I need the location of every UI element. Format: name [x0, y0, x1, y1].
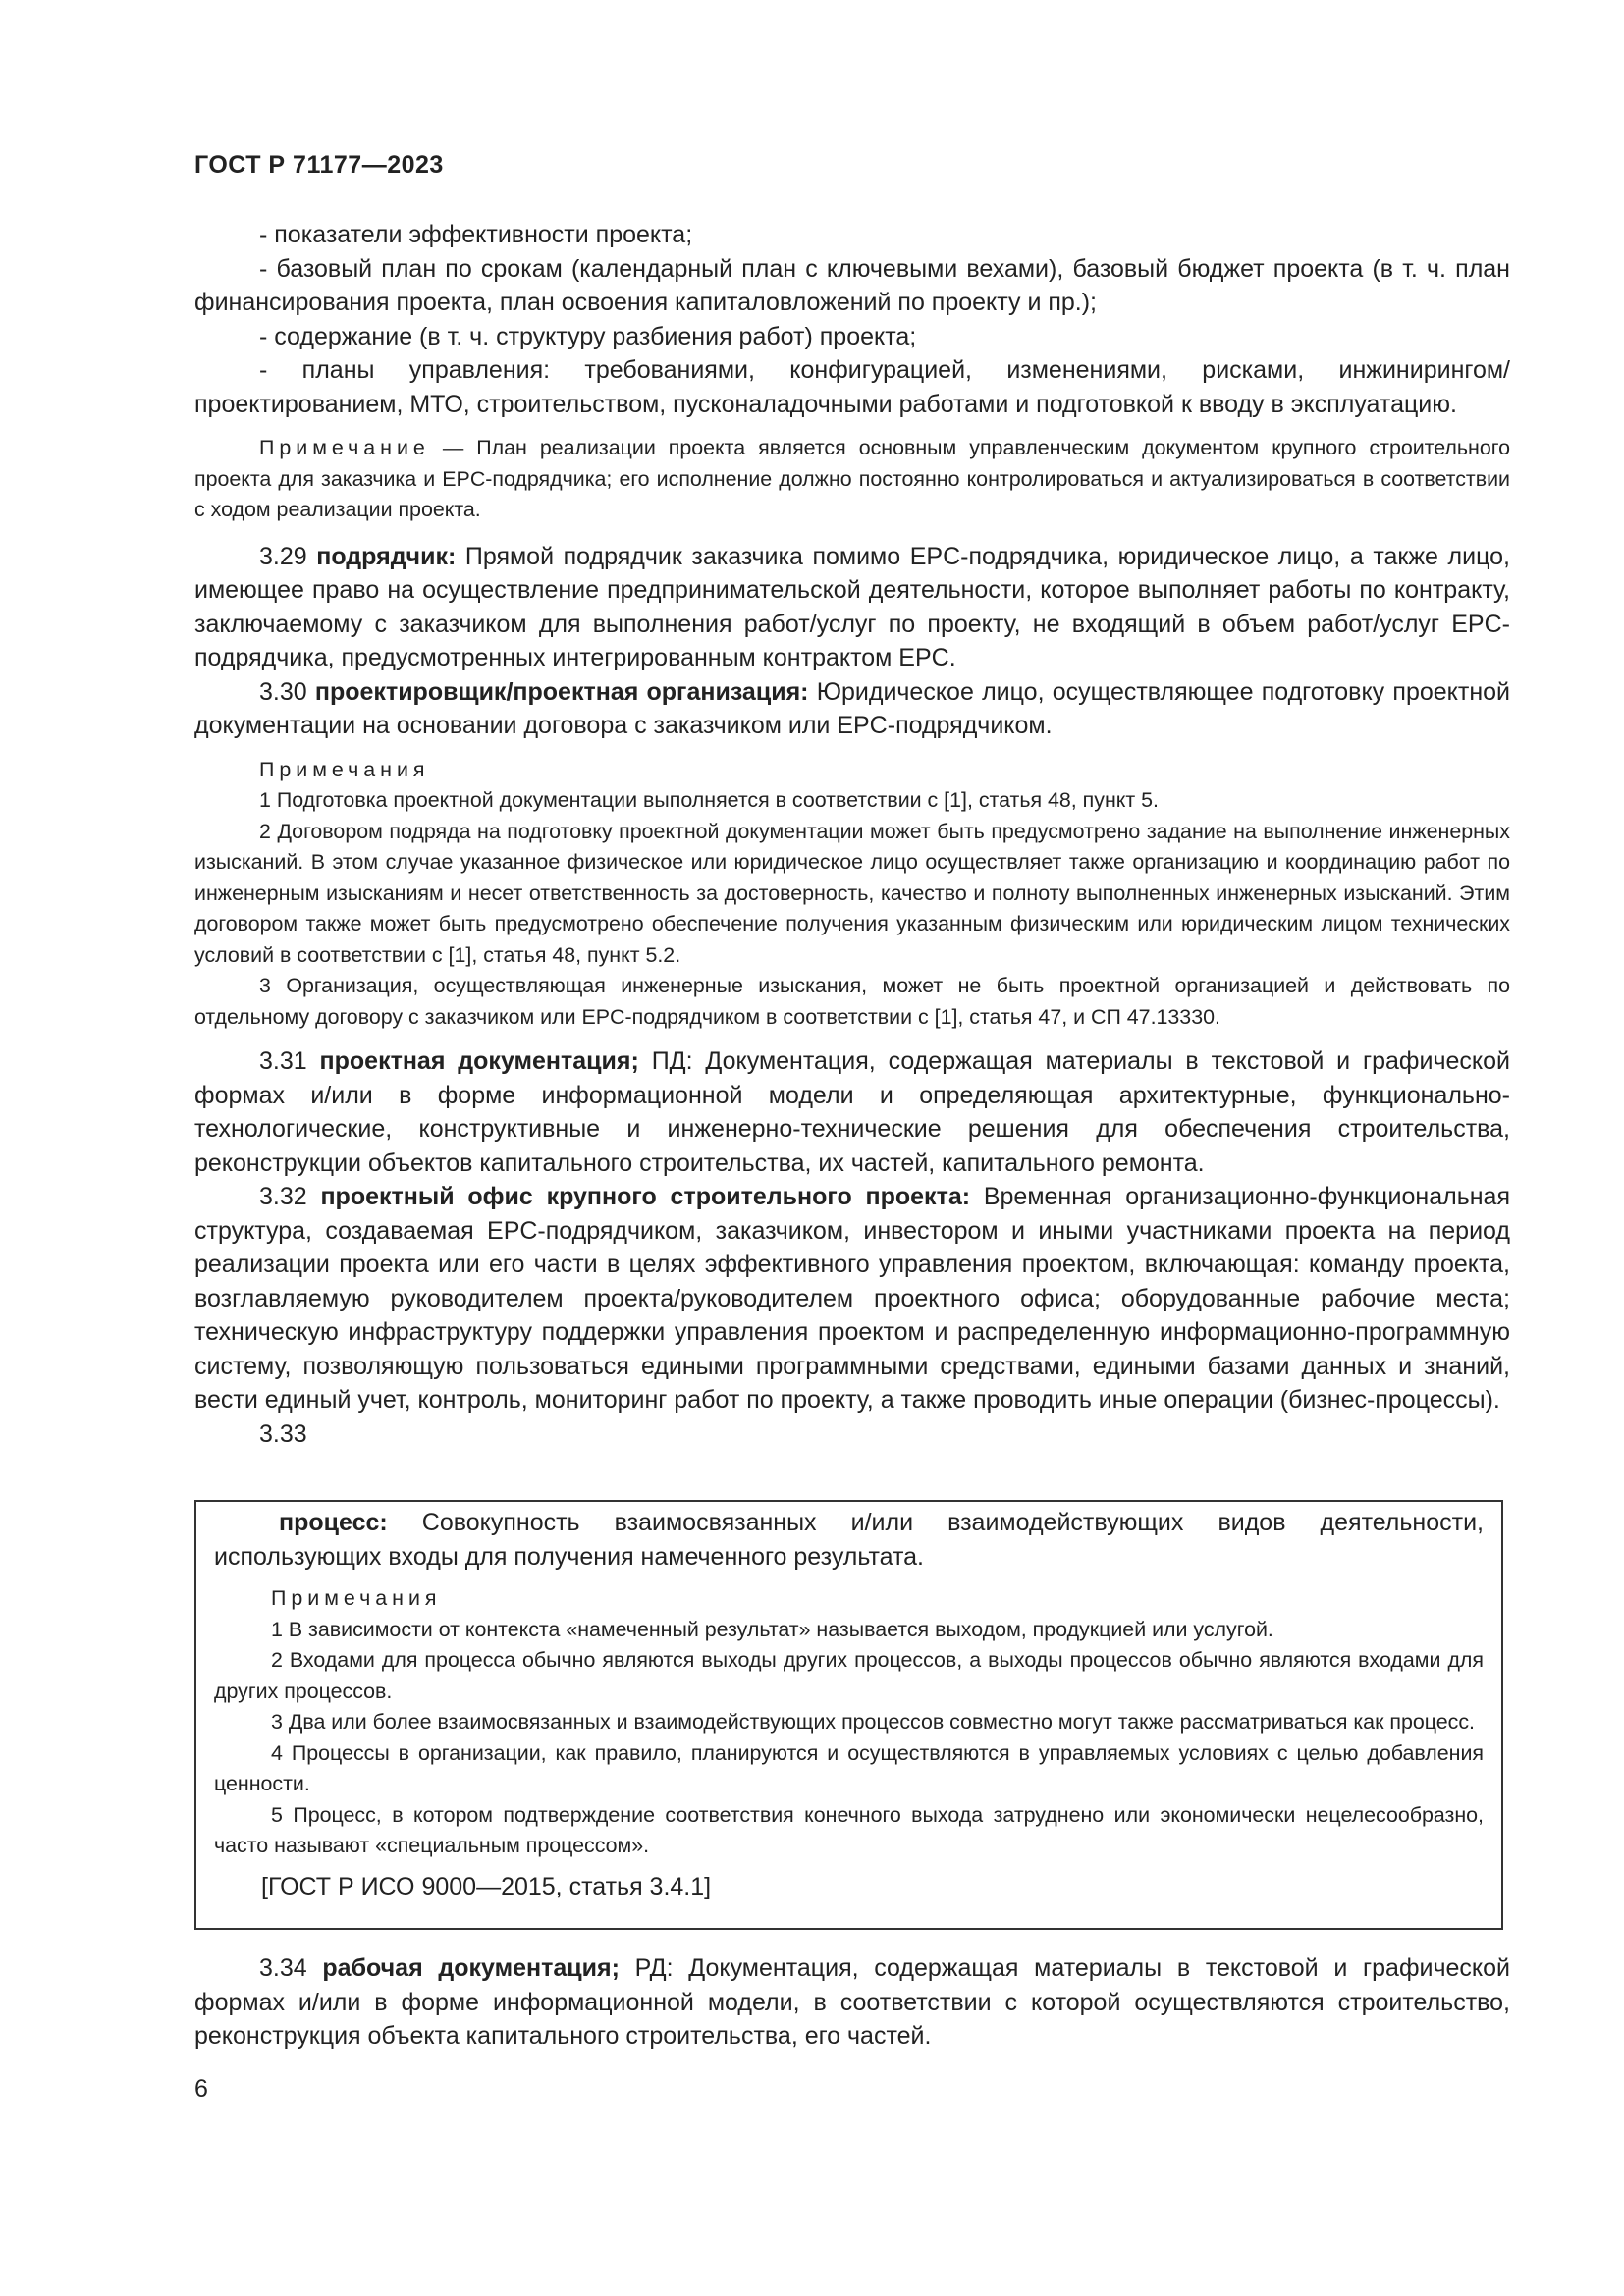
term-title: проектный офис крупного строительного проекта:	[320, 1183, 971, 1210]
note-label: Примечание	[259, 436, 430, 459]
term-number: 3.29	[259, 542, 317, 570]
source-reference: [ГОСТ Р ИСО 9000—2015, статья 3.4.1]	[261, 1872, 712, 1900]
term-3-31	[194, 1044, 1510, 1180]
note-text: — План реализации проекта является основным управленческим документом крупного строительного проекта для заказчика и EPC-подрядчика; его исполнение должно постоянно контролироваться и актуализироваться в соответствии с ходом реализации проекта.	[194, 436, 1510, 521]
term-3-32	[194, 1180, 1510, 1417]
term-3-33	[214, 1506, 1484, 1574]
note-item: 5 Процесс, в котором подтверждение соответствия конечного выхода затруднено или экономически нецелесообразно, часто называют «специальным процессом».	[214, 1802, 1484, 1857]
quoted-definition-box	[194, 1500, 1503, 1930]
term-definition: Прямой подрядчик заказчика помимо EPC-подрядчика, юридическое лицо, а также лицо, имеющее право на осуществление предпринимательской деятельности, которое выполняет работы по контракту, заключаемому с заказчиком для выполнения работ/услуг по проекту, не входящий в объем работ/услуг EPC-подрядчика, предусмотренных интегрированным контрактом EPC.	[194, 542, 1510, 671]
term-3-33-number: 3.33	[259, 1419, 307, 1448]
note-item: 4 Процессы в организации, как правило, планируются и осуществляются в управляемых условиях с целью добавления ценности.	[214, 1740, 1484, 1795]
note-3-28	[194, 433, 1510, 526]
term-definition: Совокупность взаимосвязанных и/или взаимодействующих видов деятельности, использующих входы для получения намеченного результата.	[214, 1509, 1484, 1571]
note-item: 2 Договором подряда на подготовку проектной документации может быть предусмотрено задание на выполнение инженерных изысканий. В этом случае указанное физическое или юридическое лицо осуществляет также организацию и координацию работ по инженерным изысканиям и несет ответственность за достоверность, качество и полноту выполненных инженерных изысканий. Этим договором также может быть предусмотрено обеспечение получения указанным физическим или юридическим лицом технических условий в соответствии с [1], статья 48, пункт 5.2.	[194, 819, 1510, 967]
term-3-29	[194, 540, 1510, 675]
notes-heading: Примечания	[259, 757, 430, 781]
term-number: 3.32	[259, 1183, 321, 1210]
note-item: 1 В зависимости от контекста «намеченный результат» называется выходом, продукцией или услугой.	[271, 1617, 1273, 1641]
list-item: - содержание (в т. ч. структуру разбиения работ) проекта;	[259, 322, 917, 350]
term-3-30	[194, 675, 1510, 743]
term-title: подрядчик:	[316, 542, 457, 570]
page-number: 6	[194, 2075, 208, 2103]
standard-header: ГОСТ Р 71177—2023	[194, 151, 444, 179]
term-number: 3.31	[259, 1047, 320, 1075]
term-3-34	[194, 1951, 1510, 2054]
note-item: 3 Два или более взаимосвязанных и взаимодействующих процессов совместно могут также рассматриваться как процесс.	[271, 1710, 1476, 1734]
list-item: - планы управления: требованиями, конфигурацией, изменениями, рисками, инжинирингом/проектированием, МТО, строительством, пусконаладочными работами и подготовкой к вводу в эксплуатацию.	[194, 356, 1510, 418]
term-number: 3.34	[259, 1954, 323, 1982]
term-title: проектировщик/проектная организация:	[314, 677, 809, 706]
notes-heading: Примечания	[271, 1586, 442, 1610]
term-definition: Временная организационно-функциональная структура, создаваемая EPC-подрядчиком, заказчиком, инвестором и иными участниками проекта на период реализации проекта или его части в целях эффективного управления проектом, включающая: команду проекта, возглавляемую руководителем проекта/руководителем проектного офиса; оборудованные рабочие места; техническую инфраструктуру поддержки управления проектом и распределенную информационно-программную систему, позволяющую пользоваться едиными программными средствами, едиными базами данных и знаний, вести единый учет, контроль, мониторинг работ по проекту, а также проводить иные операции (бизнес-процессы).	[194, 1183, 1510, 1414]
term-definition: РД: Документация, содержащая материалы в текстовой и графической формах и/или в форме информационной модели, в соответствии с которой осуществляются строительство, реконструкция объекта капитального строительства, его частей.	[194, 1954, 1510, 2050]
term-title: проектная документация;	[319, 1047, 639, 1075]
term-title: рабочая документация;	[322, 1954, 620, 1982]
list-item: - показатели эффективности проекта;	[259, 221, 693, 248]
term-number: 3.30	[259, 677, 315, 706]
upper-body	[194, 218, 1510, 1451]
term-title: процесс:	[279, 1509, 388, 1536]
term-definition: ПД: Документация, содержащая материалы в текстовой и графической формах и/или в форме информационной модели и определяющая архитектурные, функционально-технологические, конструктивные и инженерно-технические решения для обеспечения строительства, реконструкции объектов капитального строительства, их частей, капитального ремонта.	[194, 1047, 1510, 1177]
lower-body	[194, 1951, 1510, 2054]
note-item: 2 Входами для процесса обычно являются выходы других процессов, а выходы процессов обычно являются входами для других процессов.	[214, 1648, 1484, 1703]
term-definition: Юридическое лицо, осуществляющее подготовку проектной документации на основании договора с заказчиком или EPC-подрядчиком.	[194, 677, 1510, 739]
list-item: - базовый план по срокам (календарный план с ключевыми вехами), базовый бюджет проекта (в т. ч. план финансирования проекта, план освоения капиталовложений по проекту и пр.);	[194, 254, 1510, 316]
note-item: 1 Подготовка проектной документации выполняется в соответствии с [1], статья 48, пункт 5.	[259, 788, 1159, 812]
note-item: 3 Организация, осуществляющая инженерные изыскания, может не быть проектной организацией и действовать по отдельному договору с заказчиком или EPC-подрядчиком в соответствии с [1], статья 47, и СП 47.13330.	[194, 974, 1510, 1029]
